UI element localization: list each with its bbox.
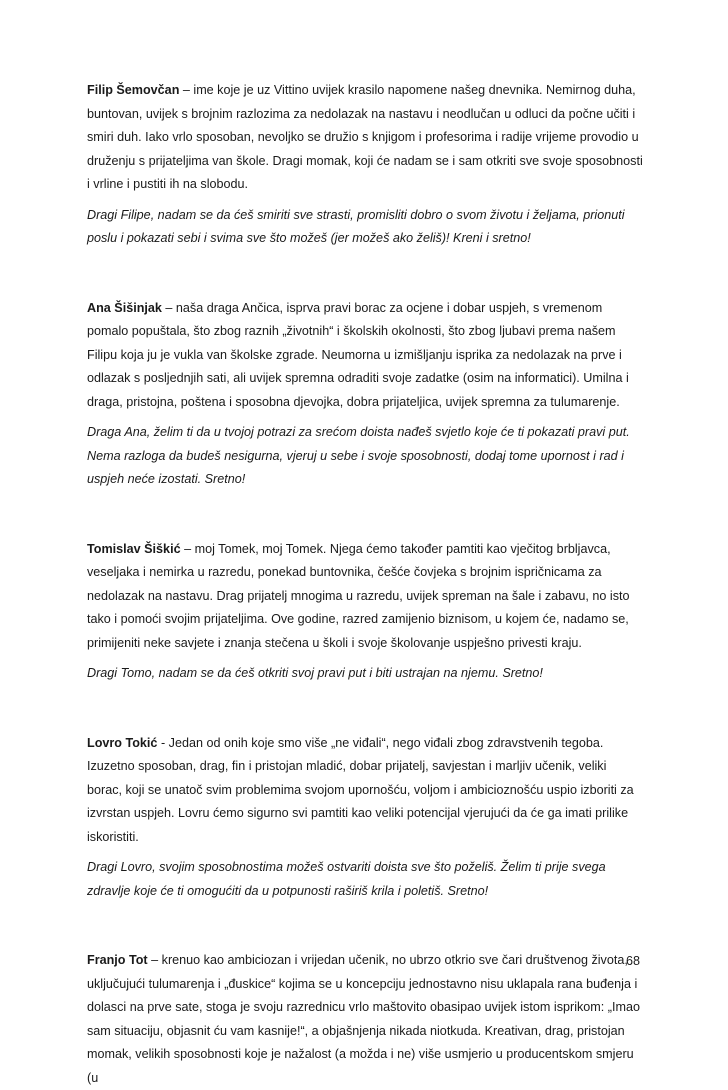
entry-spacer	[87, 492, 643, 538]
entry-spacer	[87, 903, 643, 949]
entry-description	[87, 79, 643, 197]
student-entry-tomislav	[87, 538, 643, 686]
student-entry-lovro	[87, 732, 643, 904]
entry-wish: Draga Ana, želim ti da u tvojoj potrazi za srećom doista nađeš svjetlo koje će ti pokazati pravi put. Nema razloga da budeš nesigurna, vjeruj u sebe i svoje sposobnosti, dodaj tome upornost i rad i uspjeh neće izostati. Sretno!	[87, 425, 630, 486]
page-content	[87, 79, 643, 1090]
entry-text: – krenuo kao ambiciozan i vrijedan učenik, no ubrzo otkrio sve čari društvenog života, uključujući tulumarenja i „đuskice“ kojima se u koncepciju jednostavno nisu uklapala rana buđenja i dolasci na prve sate, stoga je svoju razrednicu vrlo maštovito obasipao uvijek istom isprikom: „Imao sam situaciju, objasnit ću vam kasnije!“, a objašnjenja nikada niotkuda. Kreativan, drag, pristojan momak, velikih sposobnosti koje je nažalost (a možda i ne) više usmjerio u producentskom smjeru (u	[87, 953, 640, 1085]
entry-wish: Dragi Filipe, nadam se da ćeš smiriti sve strasti, promisliti dobro o svom životu i željama, prionuti poslu i pokazati sebi i svima sve što možeš (jer možeš ako želiš)! Kreni i sretno!	[87, 207, 625, 245]
entry-text: – ime koje je uz Vittino uvijek krasilo napomene našeg dnevnika. Nemirnog duha, buntovan, uvijek s brojnim razlozima za nedolazak na nastavu i neodlučan u odluci da počne učiti i smiri duh. Iako vrlo sposoban, nevoljko se družio s knjigom i profesorima i radije vrijeme provodio u druženju s prijateljima van škole. Dragi momak, koji će nadam se i sam otkriti sve svoje sposobnosti i vrline i pustiti ih na slobodu.	[87, 83, 643, 191]
student-name: Ana Šišinjak	[87, 300, 162, 315]
entry-description	[87, 949, 643, 1090]
student-entry-filip	[87, 79, 643, 251]
entry-description	[87, 297, 643, 415]
student-name: Tomislav Šiškić	[87, 541, 181, 556]
entry-wish: Dragi Tomo, nadam se da ćeš otkriti svoj pravi put i biti ustrajan na njemu. Sretno!	[87, 666, 543, 680]
entry-description	[87, 732, 643, 850]
entry-text: – moj Tomek, moj Tomek. Njega ćemo također pamtiti kao vječitog brbljavca, veseljaka i nemirka u razredu, ponekad buntovnika, češće čovjeka s brojnim ispričnicama za nedolazak na nastavu. Drag prijatelj mnogima u razredu, uvijek spreman na šale i zabavu, no isto tako i pomoći svojim prijateljima. Ove godine, razred zamijenio biznisom, u kojem će, nadamo se, primijeniti neke savjete i znanja stečena u školi i svoje školovanje uspješno privesti kraju.	[87, 541, 630, 650]
student-name: Lovro Tokić	[87, 735, 158, 750]
student-name: Filip Šemovčan	[87, 83, 180, 97]
entry-spacer	[87, 251, 643, 297]
student-entry-ana	[87, 297, 643, 492]
entry-spacer	[87, 686, 643, 732]
entry-text: – naša draga Ančica, isprva pravi borac za ocjene i dobar uspjeh, s vremenom pomalo popuštala, što zbog raznih „životnih“ i školskih okolnosti, što zbog ljubavi prema našem Filipu koja ju je vukla van školske zgrade. Neumorna u izmišljanju isprika za nedolazak na prve i odlazak s posljednjih sati, ali uvijek spremna odraditi svoje zadatke (osim na informatici). Umilna i draga, pristojna, poštena i sposobna djevojka, dobra prijateljica, uvijek spremna za tulumarenje.	[87, 300, 629, 409]
entry-description	[87, 538, 643, 656]
student-entry-franjo	[87, 949, 643, 1090]
page-number: 68	[625, 954, 640, 968]
student-name: Franjo Tot	[87, 953, 148, 967]
entry-text: - Jedan od onih koje smo više „ne viđali“, nego viđali zbog zdravstvenih tegoba. Izuzetno sposoban, drag, fin i pristojan mladić, dobar prijatelj, savjestan i marljiv učenik, veliki borac, koji se unatoč svim problemima svojom upornošću, voljom i ambicioznošću uspio izboriti za izvrstan uspjeh. Lovru ćemo sigurno svi pamtiti kao veliki potencijal vjerujući da će ga imati prilike iskoristiti.	[87, 735, 634, 844]
entry-wish: Dragi Lovro, svojim sposobnostima možeš ostvariti doista sve što poželiš. Želim ti prije svega zdravlje koje će ti omogućiti da u potpunosti raširiš krila i poletiš. Sretno!	[87, 860, 606, 898]
